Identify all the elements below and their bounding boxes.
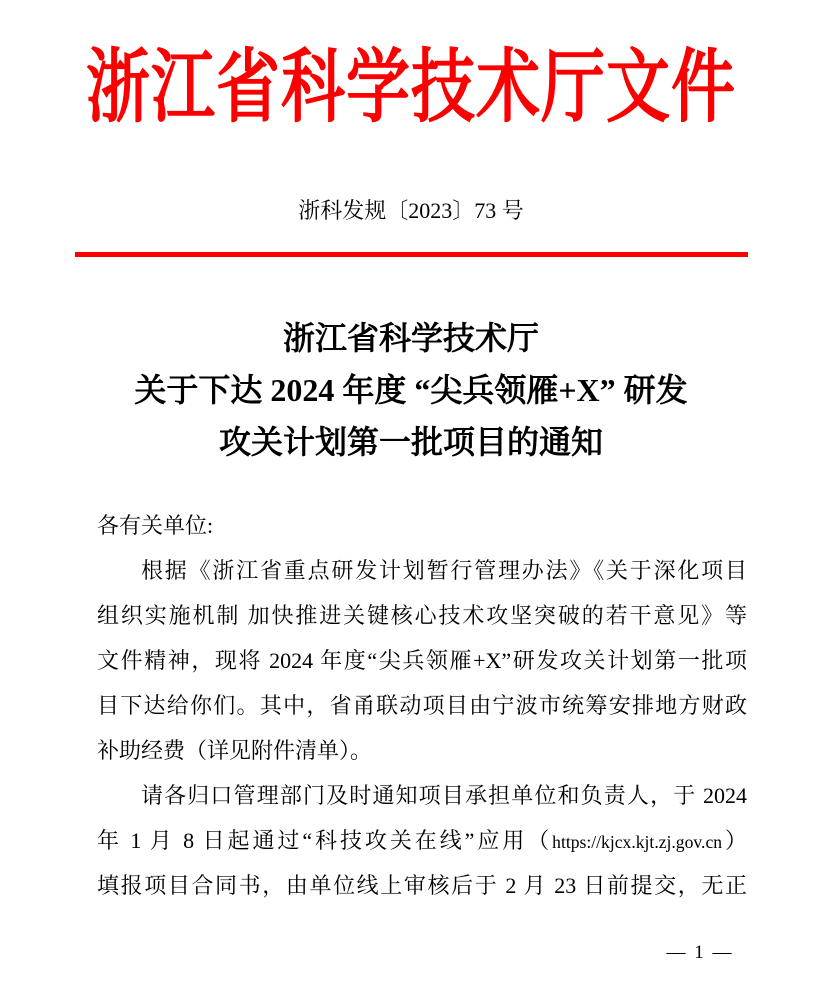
body-line: 各有关单位: [97, 513, 214, 538]
notice-title [0, 312, 822, 468]
body-line: 文件精神，现将 2024 年度“尖兵领雁+X”研发攻关计划第一批项 [97, 648, 747, 673]
letterhead-title: 浙江省科学技术厅文件 [86, 43, 736, 132]
body-line: 请各归口管理部门及时通知项目承担单位和负责人，于 2024 [141, 783, 747, 808]
red-divider-line [75, 252, 748, 257]
body-line: 补助经费（详见附件清单）。 [97, 738, 373, 763]
body-line: 目下达给你们。其中，省甬联动项目由宁波市统筹安排地方财政 [97, 693, 747, 718]
doc-number: 浙科发规〔2023〕73 号 [298, 198, 524, 223]
document-body [97, 503, 747, 908]
body-line: 年 1 月 8 日起通过“科技攻关在线”应用（https://kjcx.kjt.zj.gov.cn） [97, 828, 747, 853]
body-line: 填报项目合同书，由单位线上审核后于 2 月 23 日前提交，无正 [97, 873, 747, 898]
notice-title-line-1: 浙江省科学技术厅 [282, 320, 539, 356]
url-text: https://kjcx.kjt.zj.gov.cn [552, 832, 723, 852]
page-number: — 1 — [666, 942, 734, 963]
notice-title-line-3: 攻关计划第一批项目的通知 [218, 424, 603, 460]
notice-title-line-2: 关于下达 2024 年度 “尖兵领雁+X” 研发 [134, 372, 688, 408]
body-line: 根据《浙江省重点研发计划暂行管理办法》《关于深化项目 [141, 558, 747, 583]
body-line: 组织实施机制 加快推进关键核心技术攻坚突破的若干意见》等 [97, 603, 747, 628]
